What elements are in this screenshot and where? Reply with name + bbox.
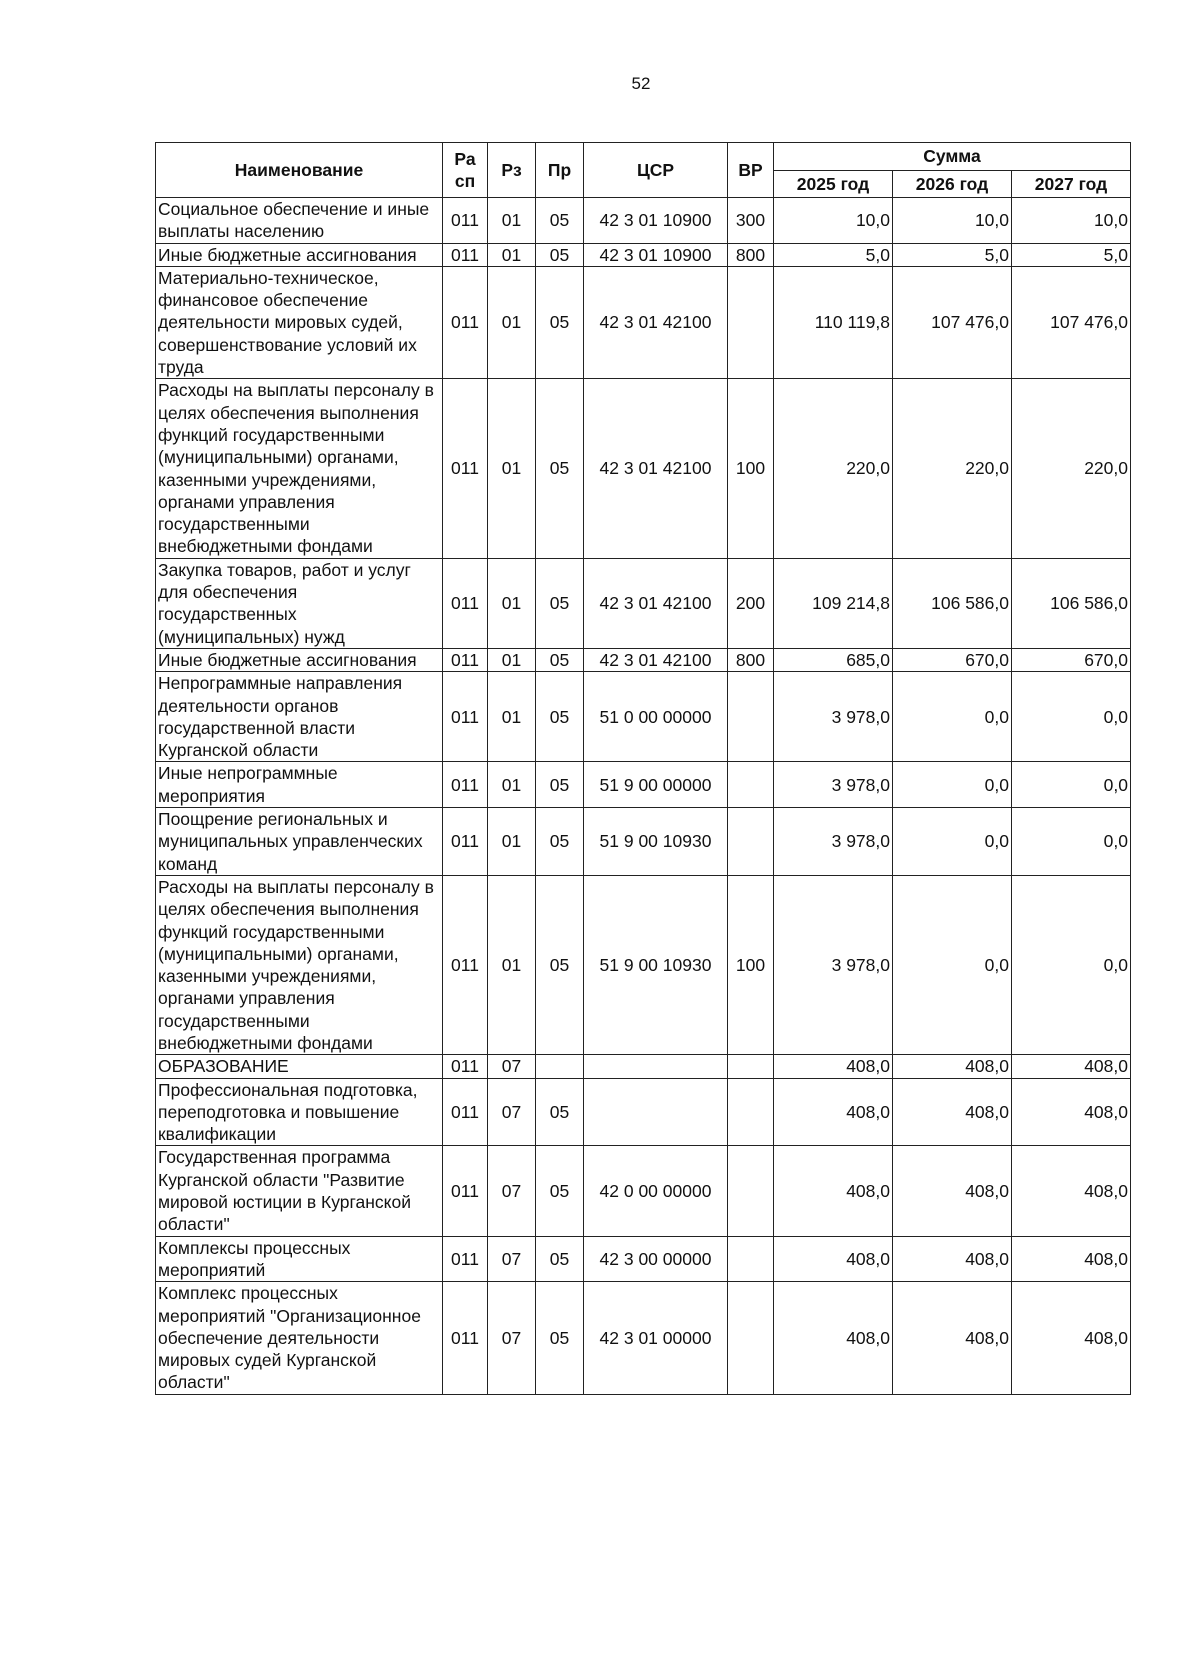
row-name: Социальное обеспечение и иные выплаты населению <box>156 198 443 244</box>
row-sum-2027: 5,0 <box>1012 243 1131 266</box>
header-rasp-line2: сп <box>454 171 476 191</box>
row-sum-2027: 107 476,0 <box>1012 266 1131 378</box>
row-sum-2027: 10,0 <box>1012 198 1131 244</box>
row-rz: 01 <box>488 875 536 1054</box>
row-sum-2026: 408,0 <box>893 1146 1012 1236</box>
row-rasp: 011 <box>443 379 488 558</box>
row-pr: 05 <box>536 672 584 762</box>
row-csr: 42 3 01 42100 <box>584 379 728 558</box>
row-sum-2025: 3 978,0 <box>774 808 893 876</box>
row-rz: 01 <box>488 379 536 558</box>
row-csr: 42 3 01 10900 <box>584 243 728 266</box>
row-rz: 07 <box>488 1055 536 1078</box>
row-name: Иные бюджетные ассигнования <box>156 243 443 266</box>
row-csr: 42 0 00 00000 <box>584 1146 728 1236</box>
row-csr: 42 3 01 42100 <box>584 266 728 378</box>
row-sum-2025: 408,0 <box>774 1146 893 1236</box>
row-vr: 100 <box>728 875 774 1054</box>
row-vr: 100 <box>728 379 774 558</box>
row-name: ОБРАЗОВАНИЕ <box>156 1055 443 1078</box>
row-rz: 01 <box>488 648 536 671</box>
row-name: Расходы на выплаты персоналу в целях обеспечения выполнения функций государственными (муниципальными) органами, казенными учреждениями, органами управления государственными внебюджетными фондами <box>156 379 443 558</box>
row-sum-2026: 106 586,0 <box>893 558 1012 648</box>
row-name: Иные бюджетные ассигнования <box>156 648 443 671</box>
row-sum-2027: 670,0 <box>1012 648 1131 671</box>
row-name: Профессиональная подготовка, переподготовка и повышение квалификации <box>156 1078 443 1146</box>
row-rasp: 011 <box>443 558 488 648</box>
table-row <box>156 379 1131 558</box>
row-rasp: 011 <box>443 875 488 1054</box>
row-sum-2027: 408,0 <box>1012 1236 1131 1282</box>
row-pr: 05 <box>536 198 584 244</box>
row-pr: 05 <box>536 243 584 266</box>
row-sum-2025: 685,0 <box>774 648 893 671</box>
row-pr: 05 <box>536 1236 584 1282</box>
row-csr <box>584 1078 728 1146</box>
row-sum-2025: 408,0 <box>774 1236 893 1282</box>
row-sum-2026: 107 476,0 <box>893 266 1012 378</box>
row-csr: 42 3 01 10900 <box>584 198 728 244</box>
row-sum-2027: 106 586,0 <box>1012 558 1131 648</box>
table-row <box>156 198 1131 244</box>
table-row <box>156 762 1131 808</box>
row-sum-2026: 0,0 <box>893 875 1012 1054</box>
row-name: Государственная программа Курганской области "Развитие мировой юстиции в Курганской области" <box>156 1146 443 1236</box>
row-rz: 01 <box>488 558 536 648</box>
row-csr: 42 3 01 42100 <box>584 558 728 648</box>
row-name: Расходы на выплаты персоналу в целях обеспечения выполнения функций государственными (муниципальными) органами, казенными учреждениями, органами управления государственными внебюджетными фондами <box>156 875 443 1054</box>
row-rz: 07 <box>488 1078 536 1146</box>
row-pr: 05 <box>536 379 584 558</box>
row-csr: 51 9 00 10930 <box>584 875 728 1054</box>
row-sum-2025: 408,0 <box>774 1078 893 1146</box>
row-sum-2026: 408,0 <box>893 1055 1012 1078</box>
row-rasp: 011 <box>443 1282 488 1394</box>
row-rasp: 011 <box>443 1055 488 1078</box>
row-vr: 800 <box>728 243 774 266</box>
header-year-2027: 2027 год <box>1012 171 1131 198</box>
row-sum-2025: 10,0 <box>774 198 893 244</box>
row-sum-2027: 408,0 <box>1012 1078 1131 1146</box>
row-vr <box>728 808 774 876</box>
row-vr: 200 <box>728 558 774 648</box>
row-name: Непрограммные направления деятельности органов государственной власти Курганской области <box>156 672 443 762</box>
row-sum-2027: 0,0 <box>1012 672 1131 762</box>
row-sum-2026: 0,0 <box>893 762 1012 808</box>
row-sum-2025: 408,0 <box>774 1282 893 1394</box>
header-rasp-line1: Ра <box>454 148 476 169</box>
table-row <box>156 1055 1131 1078</box>
row-name: Комплексы процессных мероприятий <box>156 1236 443 1282</box>
header-year-2026: 2026 год <box>893 171 1012 198</box>
row-rasp: 011 <box>443 198 488 244</box>
row-csr: 51 9 00 00000 <box>584 762 728 808</box>
row-sum-2026: 10,0 <box>893 198 1012 244</box>
header-csr: ЦСР <box>584 143 728 198</box>
row-csr: 51 0 00 00000 <box>584 672 728 762</box>
row-pr: 05 <box>536 1078 584 1146</box>
table-row <box>156 1146 1131 1236</box>
row-pr: 05 <box>536 808 584 876</box>
row-vr <box>728 266 774 378</box>
row-pr: 05 <box>536 648 584 671</box>
table-row <box>156 1078 1131 1146</box>
row-vr <box>728 1282 774 1394</box>
table-row <box>156 558 1131 648</box>
row-rasp: 011 <box>443 648 488 671</box>
header-rasp <box>443 143 488 198</box>
row-name: Поощрение региональных и муниципальных управленческих команд <box>156 808 443 876</box>
row-name: Закупка товаров, работ и услуг для обеспечения государственных (муниципальных) нужд <box>156 558 443 648</box>
row-sum-2026: 670,0 <box>893 648 1012 671</box>
row-rz: 07 <box>488 1146 536 1236</box>
row-pr: 05 <box>536 558 584 648</box>
row-name: Материально-техническое, финансовое обеспечение деятельности мировых судей, совершенствование условий их труда <box>156 266 443 378</box>
table-row <box>156 1282 1131 1394</box>
row-sum-2025: 408,0 <box>774 1055 893 1078</box>
table-row <box>156 1236 1131 1282</box>
row-sum-2025: 220,0 <box>774 379 893 558</box>
row-rz: 07 <box>488 1236 536 1282</box>
row-rasp: 011 <box>443 808 488 876</box>
row-vr <box>728 672 774 762</box>
row-pr <box>536 1055 584 1078</box>
row-sum-2025: 3 978,0 <box>774 672 893 762</box>
row-pr: 05 <box>536 875 584 1054</box>
row-pr: 05 <box>536 1146 584 1236</box>
row-rz: 01 <box>488 243 536 266</box>
row-sum-2027: 408,0 <box>1012 1282 1131 1394</box>
row-csr: 42 3 00 00000 <box>584 1236 728 1282</box>
row-sum-2027: 0,0 <box>1012 808 1131 876</box>
row-sum-2026: 0,0 <box>893 808 1012 876</box>
row-sum-2026: 408,0 <box>893 1078 1012 1146</box>
header-name: Наименование <box>156 143 443 198</box>
header-vr: ВР <box>728 143 774 198</box>
row-rz: 01 <box>488 762 536 808</box>
row-csr: 42 3 01 00000 <box>584 1282 728 1394</box>
row-rasp: 011 <box>443 266 488 378</box>
row-rz: 01 <box>488 672 536 762</box>
row-sum-2025: 5,0 <box>774 243 893 266</box>
row-rz: 01 <box>488 808 536 876</box>
row-sum-2025: 3 978,0 <box>774 875 893 1054</box>
row-name: Комплекс процессных мероприятий "Организационное обеспечение деятельности мировых судей Курганской области" <box>156 1282 443 1394</box>
table-row <box>156 243 1131 266</box>
row-sum-2027: 408,0 <box>1012 1146 1131 1236</box>
row-rz: 01 <box>488 266 536 378</box>
row-sum-2025: 3 978,0 <box>774 762 893 808</box>
header-pr: Пр <box>536 143 584 198</box>
row-pr: 05 <box>536 1282 584 1394</box>
row-vr <box>728 762 774 808</box>
row-vr: 300 <box>728 198 774 244</box>
row-rz: 07 <box>488 1282 536 1394</box>
row-rasp: 011 <box>443 672 488 762</box>
row-pr: 05 <box>536 762 584 808</box>
row-pr: 05 <box>536 266 584 378</box>
row-csr: 51 9 00 10930 <box>584 808 728 876</box>
header-year-2025: 2025 год <box>774 171 893 198</box>
budget-table <box>155 142 1131 1395</box>
row-rasp: 011 <box>443 243 488 266</box>
table-row <box>156 875 1131 1054</box>
row-sum-2027: 408,0 <box>1012 1055 1131 1078</box>
table-row <box>156 266 1131 378</box>
row-rasp: 011 <box>443 762 488 808</box>
table-body <box>156 198 1131 1395</box>
row-sum-2027: 0,0 <box>1012 875 1131 1054</box>
row-sum-2025: 109 214,8 <box>774 558 893 648</box>
table-row <box>156 648 1131 671</box>
row-vr: 800 <box>728 648 774 671</box>
table-row <box>156 672 1131 762</box>
row-sum-2026: 408,0 <box>893 1282 1012 1394</box>
page-number: 52 <box>631 74 651 93</box>
header-sum: Сумма <box>774 143 1131 171</box>
row-sum-2026: 220,0 <box>893 379 1012 558</box>
row-rasp: 011 <box>443 1236 488 1282</box>
header-rz: Рз <box>488 143 536 198</box>
row-vr <box>728 1236 774 1282</box>
row-vr <box>728 1055 774 1078</box>
row-sum-2027: 220,0 <box>1012 379 1131 558</box>
row-sum-2026: 5,0 <box>893 243 1012 266</box>
row-name: Иные непрограммные мероприятия <box>156 762 443 808</box>
row-vr <box>728 1078 774 1146</box>
table-header <box>156 143 1131 198</box>
row-sum-2026: 0,0 <box>893 672 1012 762</box>
row-rz: 01 <box>488 198 536 244</box>
row-rasp: 011 <box>443 1078 488 1146</box>
row-csr: 42 3 01 42100 <box>584 648 728 671</box>
table-row <box>156 808 1131 876</box>
row-vr <box>728 1146 774 1236</box>
row-sum-2025: 110 119,8 <box>774 266 893 378</box>
row-rasp: 011 <box>443 1146 488 1236</box>
row-sum-2027: 0,0 <box>1012 762 1131 808</box>
row-csr <box>584 1055 728 1078</box>
row-sum-2026: 408,0 <box>893 1236 1012 1282</box>
